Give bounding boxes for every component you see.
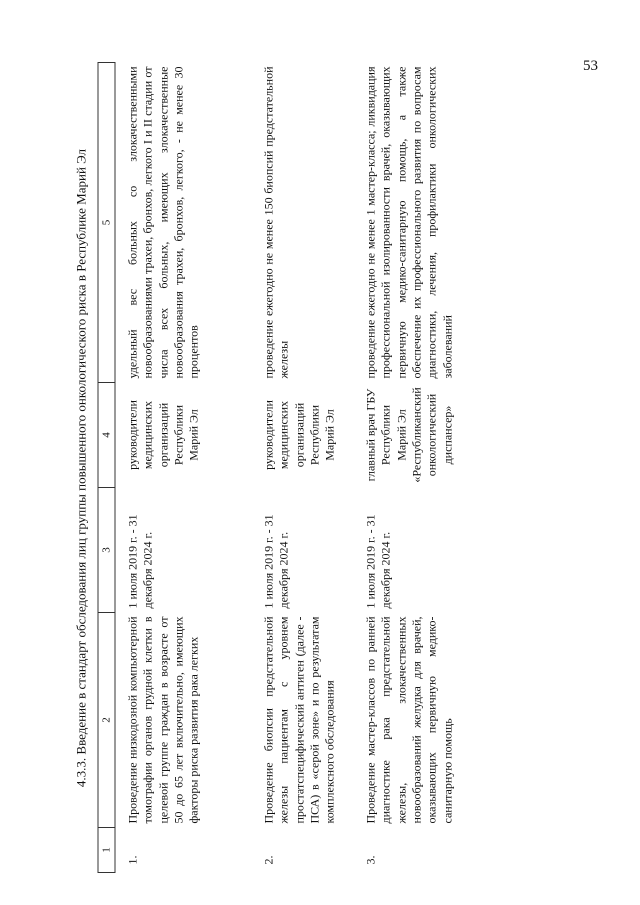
- measures-table: [98, 62, 520, 873]
- column-header-1: 1: [98, 828, 115, 873]
- responsible-cell: руководители медицинских организаций Республики Марий Эл: [261, 400, 337, 470]
- responsible-cell: главный врач ГБУ Республики Марий Эл «Республиканский онкологический диспансер»: [363, 387, 455, 483]
- column-header-3: 3: [98, 488, 115, 613]
- period-cell: 1 июля 2019 г. - 31 декабря 2024 г.: [261, 514, 291, 609]
- responsible-cell: руководители медицинских организаций Республики Марий Эл: [125, 400, 201, 470]
- measure-cell: Проведение мастер-классов по ранней диагностике рака предстательной железы, злокачественных новообразований желудка для врачей, оказывающих первичную медико-санитарную помощь: [363, 616, 455, 824]
- section-heading: 4.3.3. Введение в стандарт обследования лиц группы повышенного онкологического риска в Республике Марий Эл: [73, 148, 89, 788]
- column-header-2: 2: [98, 613, 115, 828]
- result-cell: удельный вес больных со злокачественными новообразованиями трахеи, бронхов, легкого I и II стадии от числа всех больных, имеющих злокачественные новообразования трахеи, бронхов, легкого, - не менее 30 процентов: [125, 66, 201, 379]
- measure-cell: Проведение биопсии предстательной железы пациентам с уровнем простатспецифический антиген (далее - ПСА) в «серой зоне» и по результатам комплексного обследования: [261, 616, 337, 824]
- row-number: 3.: [363, 855, 378, 865]
- period-cell: 1 июля 2019 г. - 31 декабря 2024 г.: [363, 514, 393, 609]
- table-row: [252, 63, 354, 873]
- page-number: 53: [583, 58, 598, 74]
- column-number-row: [98, 63, 115, 873]
- table-row: [115, 63, 252, 873]
- row-number: 2.: [261, 855, 276, 865]
- measure-cell: Проведение низкодозной компьютерной томографии органов грудной клетки в целевой группе граждан в возрасте от 50 до 65 лет включительно, имеющих факторы риска развития рака легких: [125, 616, 201, 824]
- row-number: 1.: [125, 855, 140, 865]
- period-cell: 1 июля 2019 г. - 31 декабря 2024 г.: [125, 514, 155, 609]
- table-row: [354, 63, 520, 873]
- result-cell: проведение ежегодно не менее 150 биопсий предстательной железы: [261, 66, 291, 379]
- result-cell: проведение ежегодно не менее 1 мастер-класса; ликвидация профессиональной изолированности врачей, оказывающих первичную медико-санитарную помощь, а также обеспечение их профессионального развития по вопросам диагностики, лечения, профилактики онкологических заболеваний: [363, 66, 455, 379]
- rotated-table-content: [68, 63, 573, 873]
- column-header-5: 5: [98, 63, 115, 383]
- column-header-4: 4: [98, 383, 115, 488]
